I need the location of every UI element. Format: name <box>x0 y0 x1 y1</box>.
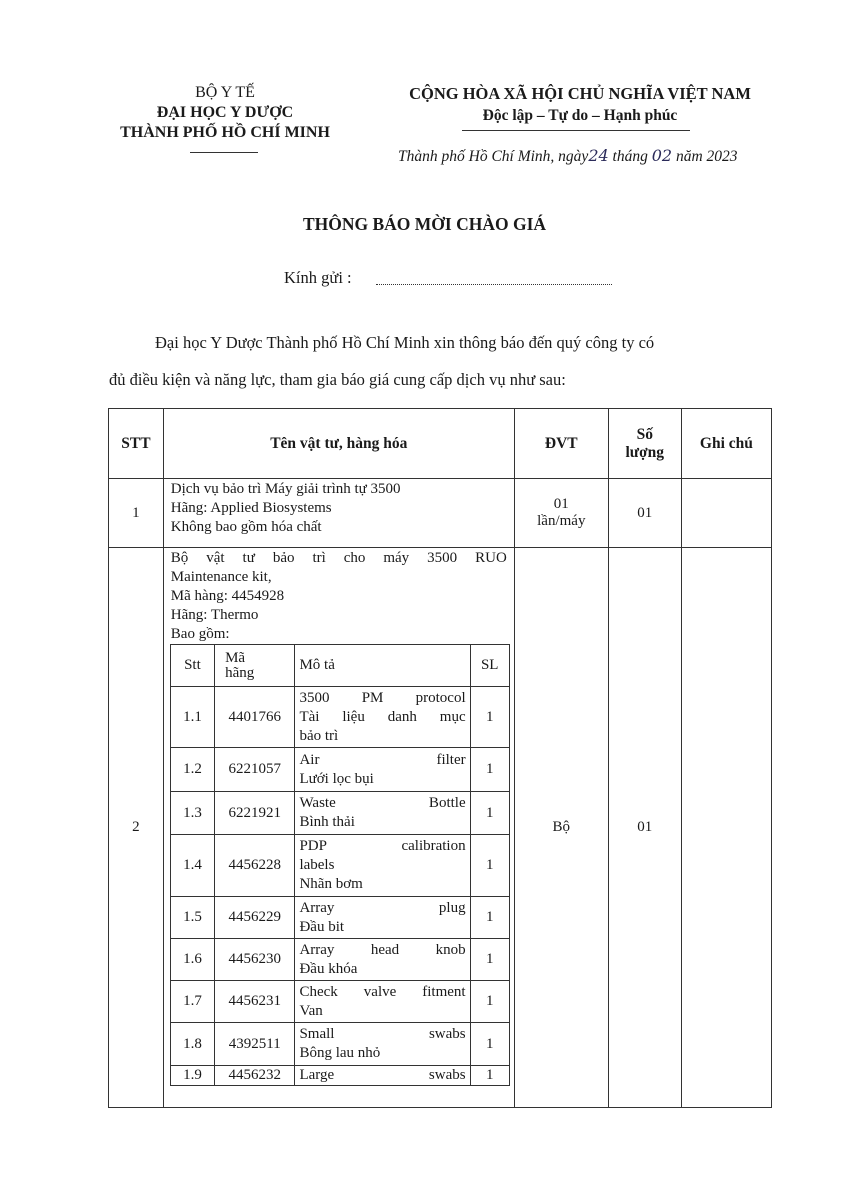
recipient-line <box>284 268 612 288</box>
kit-sl: 1 <box>470 1066 509 1086</box>
intro-line-1: Đại học Y Dược Thành phố Hồ Chí Minh xin thông báo đến quý công ty có <box>155 333 655 352</box>
kit-desc <box>295 981 470 1023</box>
kit-header-code <box>215 645 295 687</box>
kit-desc-line: Small swabs <box>299 1026 466 1042</box>
kit-code: 4401766 <box>215 687 295 748</box>
row1-quantity: 01 <box>608 479 681 548</box>
kit-components-table <box>170 644 510 1086</box>
kit-code: 4392511 <box>215 1023 295 1066</box>
header-unit: ĐVT <box>514 409 608 479</box>
kit-desc-line: Lưới lọc bụi <box>299 770 374 787</box>
row1-line3: Không bao gồm hóa chất <box>170 519 322 535</box>
kit-desc-line: bảo trì <box>299 727 339 744</box>
kit-code: 4456228 <box>215 835 295 897</box>
table-header-row <box>109 409 772 479</box>
row1-unit-line1: 01 <box>553 496 569 512</box>
row2-line4: Hãng: Thermo <box>170 607 259 623</box>
table-row <box>109 548 772 1108</box>
ministry-name: BỘ Y TẾ <box>195 84 255 101</box>
kit-desc-line: Array head knob <box>299 941 466 958</box>
table-row <box>170 1023 509 1066</box>
document-title: THÔNG BÁO MỜI CHÀO GIÁ <box>302 214 547 234</box>
kit-desc-line: Tài liệu danh mục <box>299 708 466 725</box>
kit-desc <box>295 1066 470 1086</box>
issuer-block <box>100 83 350 143</box>
table-row <box>170 792 509 835</box>
kit-header-desc: Mô tả <box>295 645 470 687</box>
kit-desc <box>295 897 470 939</box>
row2-description <box>163 548 514 1108</box>
date-month-handwritten: 02 <box>651 146 673 165</box>
row1-unit-line2: lần/máy <box>537 513 586 529</box>
kit-sl: 1 <box>470 897 509 939</box>
kit-stt: 1.4 <box>170 835 214 897</box>
row2-line1: Bộ vật tư bảo trì cho máy 3500 RUO <box>170 550 507 566</box>
row1-stt: 1 <box>109 479 164 548</box>
kit-stt: 1.5 <box>170 897 214 939</box>
kit-desc-line: Đầu bit <box>299 918 345 935</box>
kit-desc <box>295 1023 470 1066</box>
header-quantity-line1: Số <box>636 425 653 443</box>
kit-sl: 1 <box>470 1023 509 1066</box>
recipient-label: Kính gửi : <box>284 268 352 287</box>
kit-sl: 1 <box>470 748 509 792</box>
kit-code: 4456232 <box>215 1066 295 1086</box>
kit-header-row <box>170 645 509 687</box>
issuer-underline <box>190 152 258 153</box>
kit-desc-line: Van <box>299 1002 323 1019</box>
kit-code: 4456229 <box>215 897 295 939</box>
kit-header-code-line1: Mã <box>225 649 246 666</box>
kit-stt: 1.6 <box>170 939 214 981</box>
kit-code: 6221057 <box>215 748 295 792</box>
kit-header-sl: SL <box>470 645 509 687</box>
table-row <box>170 981 509 1023</box>
kit-desc-line: Large swabs <box>299 1067 466 1083</box>
kit-desc-line: Air filter <box>299 751 466 768</box>
row2-quantity: 01 <box>608 548 681 1108</box>
kit-desc-line: Waste Bottle <box>299 795 466 811</box>
kit-stt: 1.9 <box>170 1066 214 1086</box>
kit-desc-line: labels <box>299 857 335 873</box>
kit-desc <box>295 687 470 748</box>
row2-line2: Maintenance kit, <box>170 569 272 585</box>
row2-line3: Mã hàng: 4454928 <box>170 588 285 604</box>
row1-unit <box>514 479 608 548</box>
recipient-blank <box>376 272 612 285</box>
kit-desc-line: Bình thải <box>299 814 355 830</box>
row1-line2: Hãng: Applied Biosystems <box>170 500 332 516</box>
table-row <box>109 479 772 548</box>
kit-header-stt: Stt <box>170 645 214 687</box>
table-row <box>170 939 509 981</box>
kit-desc-line: Nhãn bơm <box>299 876 363 892</box>
kit-desc-line: Array plug <box>299 899 466 916</box>
kit-desc-line: Bông lau nhỏ <box>299 1045 381 1061</box>
kit-code: 6221921 <box>215 792 295 835</box>
kit-sl: 1 <box>470 939 509 981</box>
kit-desc-line: Check valve fitment <box>299 983 466 1000</box>
kit-stt: 1.7 <box>170 981 214 1023</box>
row2-unit: Bộ <box>514 548 608 1108</box>
kit-sl: 1 <box>470 835 509 897</box>
kit-desc-line: Đầu khóa <box>299 960 358 977</box>
date-mid: tháng <box>608 148 652 165</box>
kit-stt: 1.2 <box>170 748 214 792</box>
university-name-line2: THÀNH PHỐ HỒ CHÍ MINH <box>120 124 330 141</box>
kit-desc <box>295 792 470 835</box>
motto-underline <box>462 130 690 131</box>
date-line <box>398 146 738 166</box>
intro-line-2: đủ điều kiện và năng lực, tham gia báo giá cung cấp dịch vụ như sau: <box>109 370 566 389</box>
kit-stt: 1.8 <box>170 1023 214 1066</box>
header-quantity-line2: lượng <box>625 443 665 461</box>
kit-code: 4456230 <box>215 939 295 981</box>
row1-note <box>681 479 771 548</box>
header-item-name: Tên vật tư, hàng hóa <box>163 409 514 479</box>
header-quantity <box>608 409 681 479</box>
table-row <box>170 835 509 897</box>
row1-line1: Dịch vụ bảo trì Máy giải trình tự 3500 <box>170 481 401 497</box>
date-day-handwritten: 24 <box>588 146 609 165</box>
row2-note <box>681 548 771 1108</box>
table-row <box>170 897 509 939</box>
date-prefix: Thành phố Hồ Chí Minh, ngày <box>398 148 589 165</box>
table-row <box>170 748 509 792</box>
kit-desc-line: 3500 PM protocol <box>299 689 466 706</box>
country-name: CỘNG HÒA XÃ HỘI CHỦ NGHĨA VIỆT NAM <box>409 84 751 103</box>
kit-sl: 1 <box>470 981 509 1023</box>
date-suffix: năm 2023 <box>672 148 738 165</box>
kit-stt: 1.1 <box>170 687 214 748</box>
kit-sl: 1 <box>470 687 509 748</box>
kit-header-code-line2: hãng <box>225 664 255 681</box>
kit-desc-line: PDP calibration <box>299 838 466 854</box>
kit-desc <box>295 939 470 981</box>
table-row <box>170 687 509 748</box>
national-header <box>370 83 790 127</box>
row2-line5: Bao gồm: <box>170 626 230 642</box>
kit-desc <box>295 835 470 897</box>
quotation-table <box>108 408 772 1108</box>
kit-sl: 1 <box>470 792 509 835</box>
table-row <box>170 1066 509 1086</box>
row1-description <box>163 479 514 548</box>
national-motto: Độc lập – Tự do – Hạnh phúc <box>482 107 678 124</box>
kit-desc <box>295 748 470 792</box>
kit-stt: 1.3 <box>170 792 214 835</box>
kit-code: 4456231 <box>215 981 295 1023</box>
row2-stt: 2 <box>109 548 164 1108</box>
header-stt: STT <box>109 409 164 479</box>
header-note: Ghi chú <box>681 409 771 479</box>
university-name-line1: ĐẠI HỌC Y DƯỢC <box>156 104 294 121</box>
